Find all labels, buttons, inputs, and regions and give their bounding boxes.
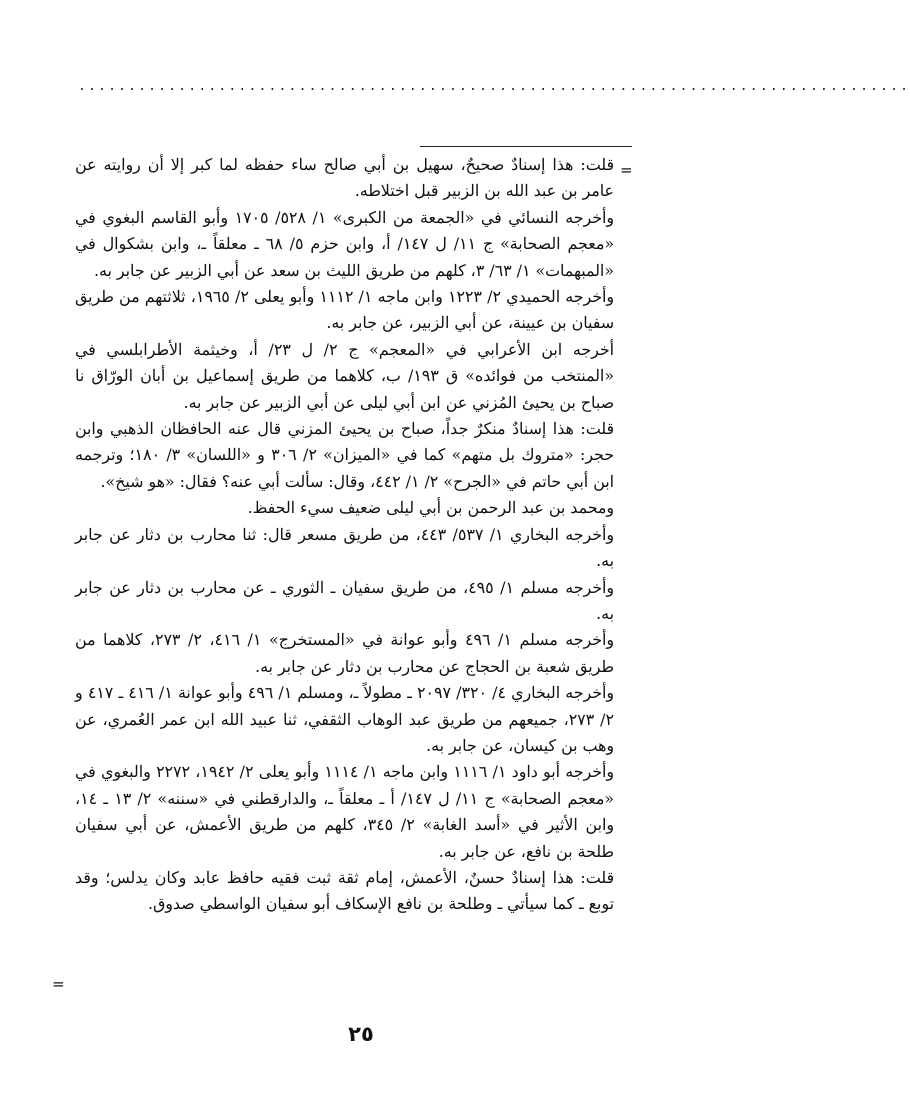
footnote-paragraph: وأخرجه الحميدي ٢/ ١٢٢٣ وابن ماجه ١/ ١١١٢ وأبو يعلى ٢/ ١٩٦٥، ثلاثتهم من طريق سفيان بن عيينة، عن أبي الزبير، عن جابر به. (75, 287, 615, 333)
footnote-paragraph: وأخرجه البخاري ١/ ٥٣٧/ ٤٤٣، من طريق مسعر قال: ثنا محارب بن دثار عن جابر به. (75, 524, 614, 571)
footnote-paragraph: وأخرجه النسائي في «الجمعة من الكبرى» ١/ ٥٢٨/ ١٧٠٥ وأبو القاسم البغوي في «معجم الصحابة» ج ١١/ ل ١٤٧/ أ، وابن حزم ٥/ ٦٨ ـ معلقاً ـ، وابن بشكوال في «المبهمات» ١/ ٦٣/ ٣، كلهم من طريق الليث بن سعد عن أبي الزبير عن جابر به. (75, 207, 615, 280)
decorative-dotted-line: ................................................................................... (78, 79, 910, 94)
footnote-paragraph: وأخرجه مسلم ١/ ٤٩٦ وأبو عوانة في «المستخرج» ١/ ٤١٦، ٢/ ٢٧٣، كلاهما من طريق شعبة بن الحجاج عن محارب بن دثار عن جابر به. (75, 630, 615, 676)
footnote-text (75, 152, 614, 918)
footnote-paragraph: أخرجه ابن الأعرابي في «المعجم» ج ٢/ ل ٢٣/ أ، وخيثمة الأطرابلسي في «المنتخب من فوائده» ق ١٩٣/ ب، كلاهما من طريق إسماعيل بن أبان الورّاق نا صباح بن يحيئ المُزني عن ابن أبي ليلى عن أبي الزبير عن جابر به. (75, 339, 614, 412)
footnote-paragraph: قلت: هذا إسنادٌ صحيحٌ، سهيل بن أبي صالح ساء حفظه لما كبر إلا أن روايته عن عامر بن عبد الله بن الزبير قبل اختلاطه. (75, 155, 614, 201)
footnote-paragraph: قلت: هذا إسنادٌ حسنٌ، الأعمش، إمام ثقة ثبت فقيه حافظ عابد وكان يدلس؛ وقد توبع ـ كما سيأتي ـ وطلحة بن نافع الإسكاف أبو سفيان الواسطي صدوق. (75, 867, 614, 914)
footnote-paragraph: وأخرجه البخاري ٤/ ٣٢٠/ ٢٠٩٧ ـ مطولاً ـ، ومسلم ١/ ٤٩٦ وأبو عوانة ١/ ٤١٦ ـ ٤١٧ و ٢/ ٢٧٣، جميعهم من طريق عبد الوهاب الثقفي، ثنا عبيد الله ابن عمر العُمري، عن وهب بن كيسان، عن جابر به. (75, 683, 615, 755)
footnote-paragraph: وأخرجه أبو داود ١/ ١١١٦ وابن ماجه ١/ ١١١٤ وأبو يعلى ٢/ ١٩٤٢، ٢٢٧٢ والبغوي في «معجم الصحابة» ج ١١/ ل ١٤٧/ أ ـ معلقاً ـ، والدارقطني في «سننه» ٢/ ١٣ ـ ١٤، وابن الأثير في «أسد الغابة» ٢/ ٣٤٥، كلهم من طريق الأعمش، عن أبي سفيان طلحة بن نافع، عن جابر به. (75, 762, 615, 861)
continuation-marker-top: = (620, 161, 633, 179)
footnote-paragraph: قلت: هذا إسنادٌ منكرٌ جداً، صباح بن يحيئ المزني قال عنه الحافظان الذهبي وابن حجر: «متروك بل متهم» كما في «الميزان» ٢/ ٣٠٦ و «اللسان» ٣/ ١٨٠؛ وترجمه ابن أبي حاتم في «الجرح» ٢/ ١/ ٤٤٢، وقال: سألت أبي عنه؟ فقال: «هو شيخ». (75, 419, 614, 491)
footnote-paragraph: وأخرجه مسلم ١/ ٤٩٥، من طريق سفيان ـ الثوري ـ عن محارب بن دثار عن جابر به. (75, 577, 614, 623)
page-number: ٢٥ (348, 1022, 374, 1046)
footnote-paragraph: ومحمد بن عبد الرحمن بن أبي ليلى ضعيف سيء الحفظ. (247, 498, 614, 518)
footnote-separator-rule (420, 146, 632, 147)
continuation-marker-bottom: = (52, 975, 65, 993)
